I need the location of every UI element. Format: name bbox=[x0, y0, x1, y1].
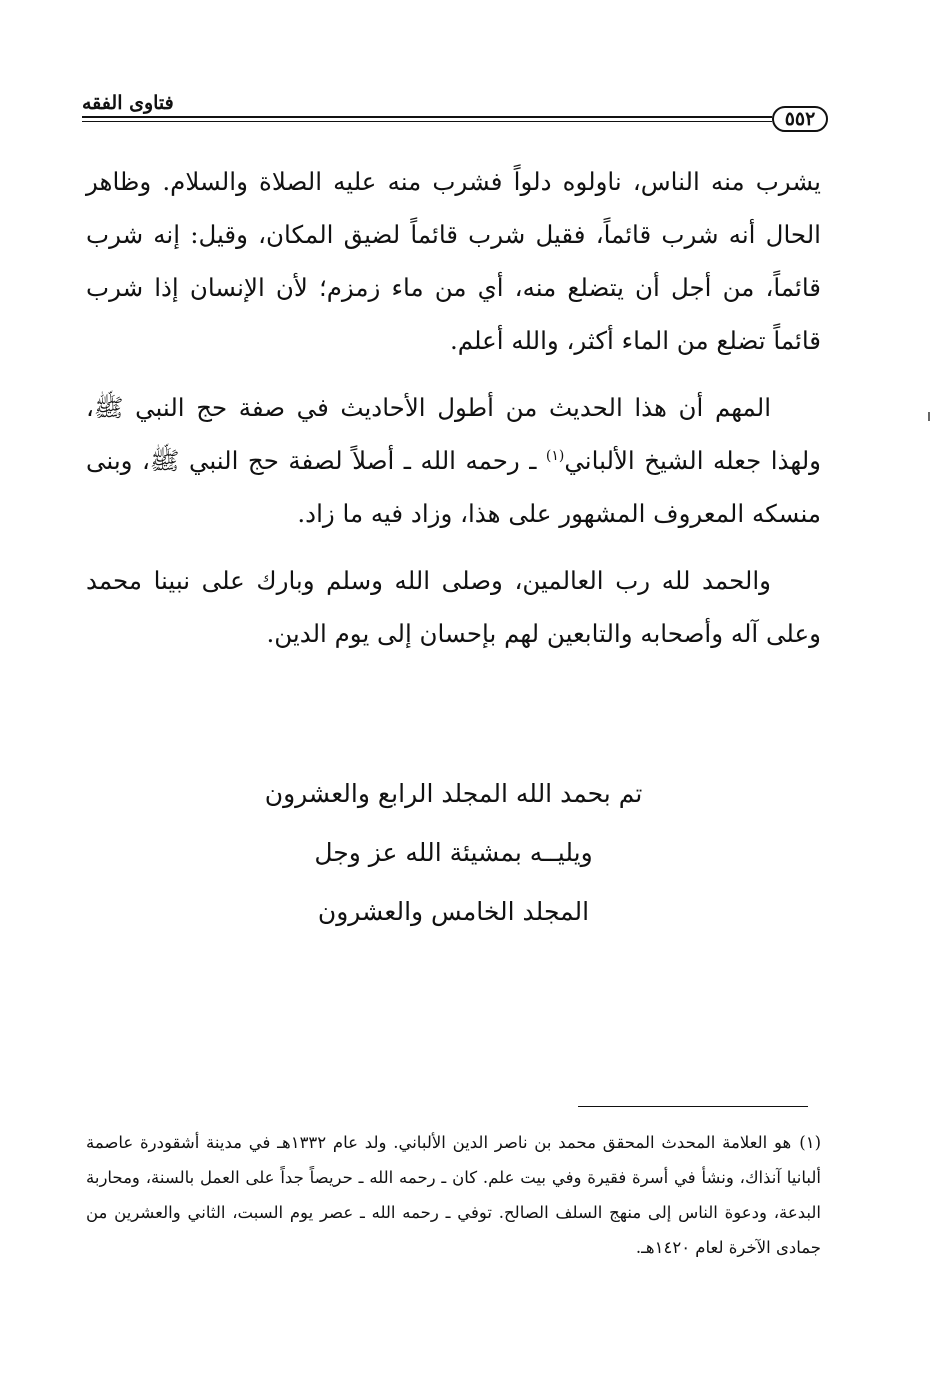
footnote-1 bbox=[86, 1125, 821, 1265]
footnote-number: (١) bbox=[799, 1133, 821, 1152]
paragraph-2-start: المهم أن هذا الحديث من أطول الأحاديث في صفة حج النبي ﷺ، ولهذا جعله الشيخ الألباني bbox=[86, 393, 822, 475]
footnote-text: هو العلامة المحدث المحقق محمد بن ناصر الدين الألباني. ولد عام ١٣٣٢هـ في مدينة أشقودرة عاصمة ألبانيا آنذاك، ونشأ في أسرة فقيرة وفي بيت علم. كان ـ رحمه الله ـ حريصاً جداً على العمل بالسنة، ومحاربة البدعة، ودعوة الناس إلى منهج السلف الصالح. توفي ـ رحمه الله ـ عصر يوم السبت، الثاني والعشرين من جمادى الآخرة لعام ١٤٢٠هـ. bbox=[86, 1133, 821, 1257]
main-text bbox=[86, 155, 821, 674]
paragraph-1: يشرب منه الناس، ناولوه دلواً فشرب منه عليه الصلاة والسلام. وظاهر الحال أنه شرب قائماً، فقيل شرب قائماً لضيق المكان، وقيل: إنه شرب قائماً، من أجل أن يتضلع منه، أي من ماء زمزم؛ لأن الإنسان إذا شرب قائماً تضلع من الماء أكثر، والله أعلم. bbox=[86, 167, 821, 355]
footnote-reference[interactable]: (١) bbox=[545, 447, 565, 464]
header-title: فتاوى الفقه bbox=[82, 92, 174, 114]
closing-line-3: المجلد الخامس والعشرون bbox=[317, 897, 590, 926]
page-number: ٥٥٢ bbox=[772, 106, 828, 132]
running-header bbox=[82, 92, 824, 132]
closing-note bbox=[86, 764, 821, 941]
paragraph-2 bbox=[86, 381, 821, 540]
paragraph-2-end: ـ رحمه الله ـ أصلاً لصفة حج النبي ﷺ، وبنى منسكه المعروف المشهور على هذا، وزاد فيه ما زاد. bbox=[86, 446, 821, 528]
scan-mark bbox=[928, 412, 930, 421]
footnote-separator bbox=[578, 1106, 808, 1107]
closing-line-1: تم بحمد الله المجلد الرابع والعشرون bbox=[264, 779, 643, 808]
paragraph-3: والحمد لله رب العالمين، وصلى الله وسلم وبارك على نبينا محمد وعلى آله وأصحابه والتابعين لهم بإحسان إلى يوم الدين. bbox=[86, 566, 821, 648]
header-rule bbox=[82, 116, 772, 122]
closing-line-2: ويليــه بمشيئة الله عز وجل bbox=[314, 838, 593, 867]
